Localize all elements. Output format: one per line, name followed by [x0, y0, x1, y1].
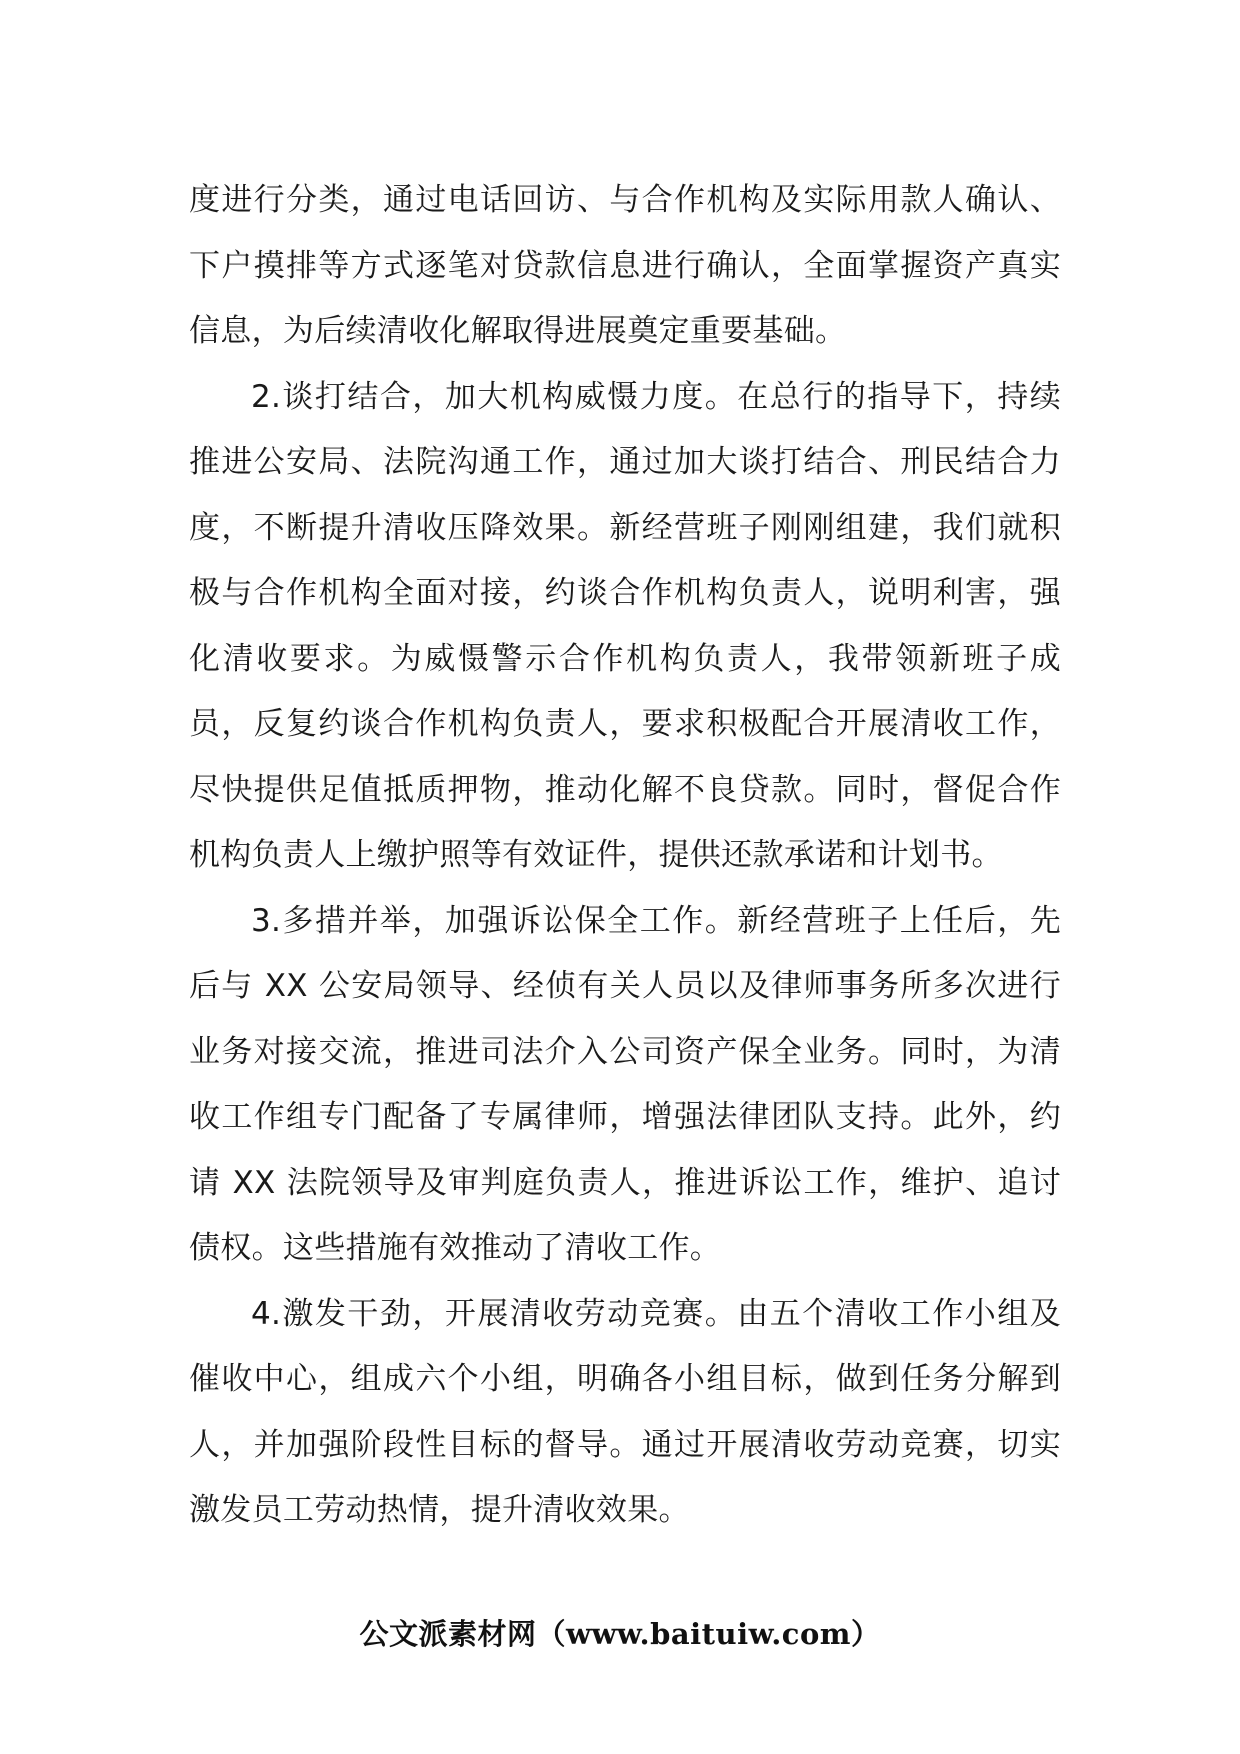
paragraph-item-2: 2.谈打结合，加大机构威慑力度。在总行的指导下，持续推进公安局、法院沟通工作，通过加大谈打结合、刑民结合力度，不断提升清收压降效果。新经营班子刚刚组建，我们就积极与合作机构全面对接，约谈合作机构负责人，说明利害，强化清收要求。为威慑警示合作机构负责人，我带领新班子成员，反复约谈合作机构负责人，要求积极配合开展清收工作，尽快提供足值抵质押物，推动化解不良贷款。同时，督促合作机构负责人上缴护照等有效证件，提供还款承诺和计划书。 — [189, 378, 1061, 873]
document-body — [189, 168, 1061, 1544]
footer-watermark-text: 公文派素材网（www.baituiw.com） — [359, 1617, 881, 1651]
paragraph-continuation: 度进行分类，通过电话回访、与合作机构及实际用款人确认、下户摸排等方式逐笔对贷款信息进行确认，全面掌握资产真实信息，为后续清收化解取得进展奠定重要基础。 — [189, 182, 1061, 349]
paragraph-item-3: 3.多措并举，加强诉讼保全工作。新经营班子上任后，先后与 XX 公安局领导、经侦有关人员以及律师事务所多次进行业务对接交流，推进司法介入公司资产保全业务。同时，为清收工作组专门配备了专属律师，增强法律团队支持。此外，约请 XX 法院领导及审判庭负责人，推进诉讼工作，维护、追讨债权。这些措施有效推动了清收工作。 — [189, 902, 1061, 1266]
paragraph-item-4: 4.激发干劲，开展清收劳动竞赛。由五个清收工作小组及催收中心，组成六个小组，明确各小组目标，做到任务分解到人，并加强阶段性目标的督导。通过开展清收劳动竞赛，切实激发员工劳动热情，提升清收效果。 — [189, 1295, 1061, 1528]
